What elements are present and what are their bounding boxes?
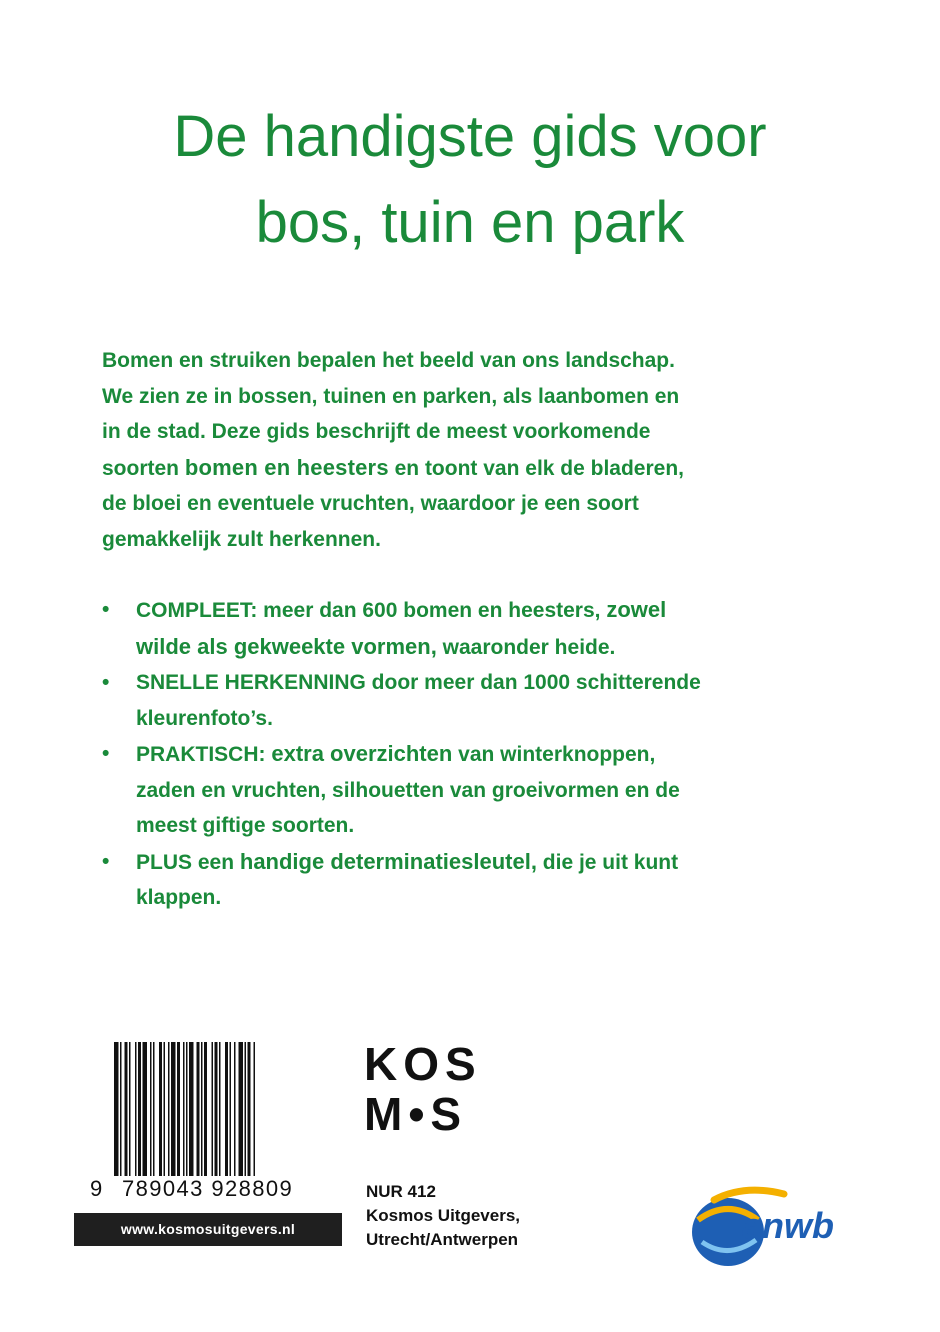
isbn-prefix: 9 [90,1176,104,1201]
barcode-bar [248,1042,251,1176]
anwb-wordmark: anwb [742,1205,835,1246]
barcode-bar [189,1042,194,1176]
feature-text: kleurenfoto’s. [136,706,273,730]
barcode-bar [159,1042,162,1176]
bullet-marker: • [102,742,110,765]
cover-heading [0,94,940,266]
barcode-bar [204,1042,207,1176]
feature-text: waaronder heide. [436,635,616,659]
barcode-bar [183,1042,185,1176]
feature-text: klappen. [136,886,222,909]
barcode-bar [201,1042,203,1176]
feature-item-compleet [102,592,842,665]
feature-highlight: handige determinatiesleutel, [239,848,537,874]
barcode-bar [153,1042,155,1176]
barcode-bar [225,1042,228,1176]
intro-line: in de stad. Deze gids beschrijft de meest voorkomende [102,420,651,443]
intro-text: soorten [102,456,185,480]
feature-item-praktisch [102,736,842,844]
feature-highlight: wilde als gekweekte vormen, [136,633,437,659]
barcode-bar [164,1042,166,1176]
intro-line: de bloei en eventuele vruchten, waardoor je een soort [102,492,639,515]
feature-highlight: zowel [606,597,667,622]
barcode-bar [168,1042,170,1176]
intro-line: Bomen en struiken bepalen het beeld van ons landschap. [102,349,675,372]
barcode-bar [245,1042,247,1176]
barcode-bar [135,1042,137,1176]
intro-line: gemakkelijk zult herkennen. [102,527,381,551]
anwb-logo [684,1180,854,1272]
heading-line-1: De handigste gids voor [173,104,767,169]
publisher-name: Kosmos Uitgevers, [366,1206,520,1225]
barcode-bar [254,1042,256,1176]
feature-list [102,592,842,916]
feature-highlight: extra overzichten [271,741,453,766]
intro-paragraph [102,343,842,557]
feature-text: zaden en vruchten, silhouetten van groeivormen en de [136,778,680,802]
barcode-bar [138,1042,141,1176]
barcode-bar [234,1042,236,1176]
publisher-info [366,1180,520,1252]
feature-text: die je uit kunt [536,850,679,874]
isbn-digits: 789043 928809 [122,1176,294,1201]
nur-code: NUR 412 [366,1182,436,1201]
bullet-marker: • [102,598,110,621]
feature-item-herkenning [102,665,842,736]
intro-text: en toont van elk de bladeren, [388,456,684,480]
feature-text: meest giftige soorten. [136,814,355,837]
feature-text: SNELLE HERKENNING door meer dan 1000 schitterende [136,671,701,694]
barcode-bar [114,1042,119,1176]
feature-text: COMPLEET: meer dan 600 bomen en heesters, [136,599,607,622]
barcode-bar [230,1042,232,1176]
bullet-marker: • [102,849,110,873]
heading-line-2: bos, tuin en park [255,190,685,255]
bullet-marker: • [102,671,110,694]
publisher-url[interactable]: www.kosmosuitgevers.nl [74,1213,342,1246]
barcode-bar [219,1042,221,1176]
publisher-city: Utrecht/Antwerpen [366,1230,519,1249]
barcode-bar [239,1042,244,1176]
intro-line [102,450,842,487]
feature-text: PRAKTISCH: [136,743,272,766]
kosmos-logo-top: KOS [364,1040,482,1090]
barcode-bar [177,1042,180,1176]
barcode-bar [215,1042,218,1176]
barcode-bar [212,1042,214,1176]
barcode-bar [125,1042,128,1176]
intro-highlight: bomen en heesters [184,454,389,480]
barcode-bar [120,1042,122,1176]
feature-text: PLUS een [136,850,240,874]
barcode-bar [186,1042,188,1176]
barcode-bar [171,1042,176,1176]
kosmos-logo [364,1040,504,1136]
intro-line: We zien ze in bossen, tuinen en parken, als laanbomen en [102,384,680,408]
barcode-bar [129,1042,131,1176]
barcode-bar [150,1042,152,1176]
kosmos-logo-bottom: M•S [364,1088,468,1136]
barcode-bar [197,1042,200,1176]
feature-item-plus [102,844,842,916]
barcode-bar [143,1042,148,1176]
feature-text: van winterknoppen, [452,743,656,766]
barcode [114,1042,324,1176]
